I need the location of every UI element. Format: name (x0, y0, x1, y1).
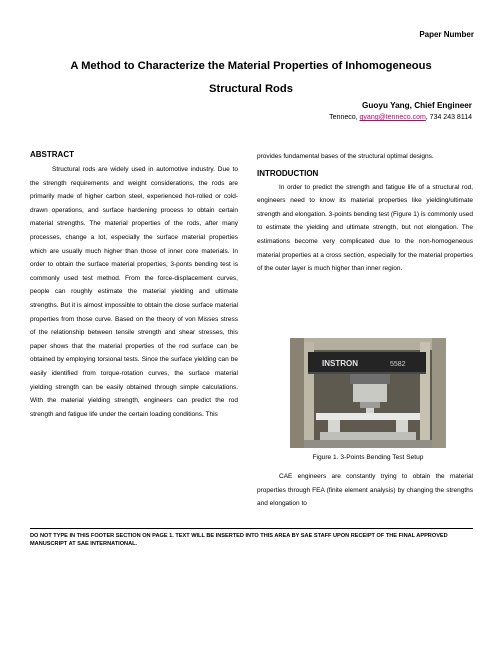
figure-model-label: 5582 (390, 361, 406, 368)
figure-1-photo (290, 338, 446, 448)
left-column (30, 148, 238, 421)
paper-title-line-1: A Method to Characterize the Material Properties of Inhomogeneous (70, 60, 432, 72)
author-name: Guoyu Yang, Chief Engineer (362, 101, 472, 110)
author-affiliation (329, 114, 472, 121)
introduction-text: In order to predict the strength and fatigue life of a structural rod, engineers need to know its material properties like yielding/ultimate strength and elongation. 3-points bending test (Figure 1) is commonly used to estimate the yielding and ultimate strength, but not elongation. The estimations become very complicated due to the non-homogeneous material properties at a cross section, especially for the material properties of the outer layer is much higher than inner region. (257, 183, 473, 273)
abstract-continuation: provides fundamental bases of the structural optimal designs. (257, 153, 434, 160)
paper-title (20, 55, 482, 101)
paper-number: Paper Number (419, 30, 474, 39)
cae-paragraph-text: CAE engineers are constantly trying to obtain the material properties through FEA (finite element analysis) by changing the strengths and elongation to (257, 473, 473, 508)
paper-title-line-2: Structural Rods (209, 83, 293, 95)
author-phone: , 734 243 8114 (425, 114, 472, 121)
right-column (257, 150, 473, 276)
footer-divider (30, 528, 473, 529)
test-machine-illustration (290, 338, 446, 448)
figure-1-caption: Figure 1. 3-Points Bending Test Setup (312, 454, 424, 461)
author-org: Tenneco, (329, 114, 360, 121)
introduction-heading: INTRODUCTION (257, 168, 319, 178)
figure-brand-label: INSTRON (322, 359, 358, 368)
abstract-text: Structural rods are widely used in automotive industry. Due to the strength requirements and weight considerations, the rods are primarily made of higher carbon steel, experienced hot-rolled or cold-drawn operations, and surface hardening process to obtain certain material strengths. The material properties of the rods, after many processes, change a lot, especially the surface material properties which are usually much higher than those of inner core materials. In order to obtain the surface material properties, 3-ponts bending test is commonly used test method. From the force-displacement curves, people can roughly estimate the material yielding and ultimate strengths. But it is almost impossible to obtain the close surface material properties from those curve. Based on the theory of von Misses stress of the relationship between tensile strength and shear stresses, this paper shows that the material properties of the rod surface can be obtained by employing torsional tests. Since the surface yielding can be easily identified from torque-rotation curves, the surface material yielding strength can be easily obtained through simple calculations. With the material yielding strength, engineers can predict the rod strength and fatigue life under the certain loading conditions. This (30, 166, 238, 418)
abstract-heading: ABSTRACT (30, 150, 74, 159)
author-email-link[interactable]: gyang@tenneco.com (359, 114, 426, 121)
cae-paragraph (257, 470, 473, 511)
footer-note: DO NOT TYPE IN THIS FOOTER SECTION ON PAGE 1. TEXT WILL BE INSERTED INTO THIS AREA BY SAE STAFF UPON RECEIPT OF THE FINAL APPROVED MANUSCRIPT AT SAE INTERNATIONAL. (30, 533, 448, 547)
